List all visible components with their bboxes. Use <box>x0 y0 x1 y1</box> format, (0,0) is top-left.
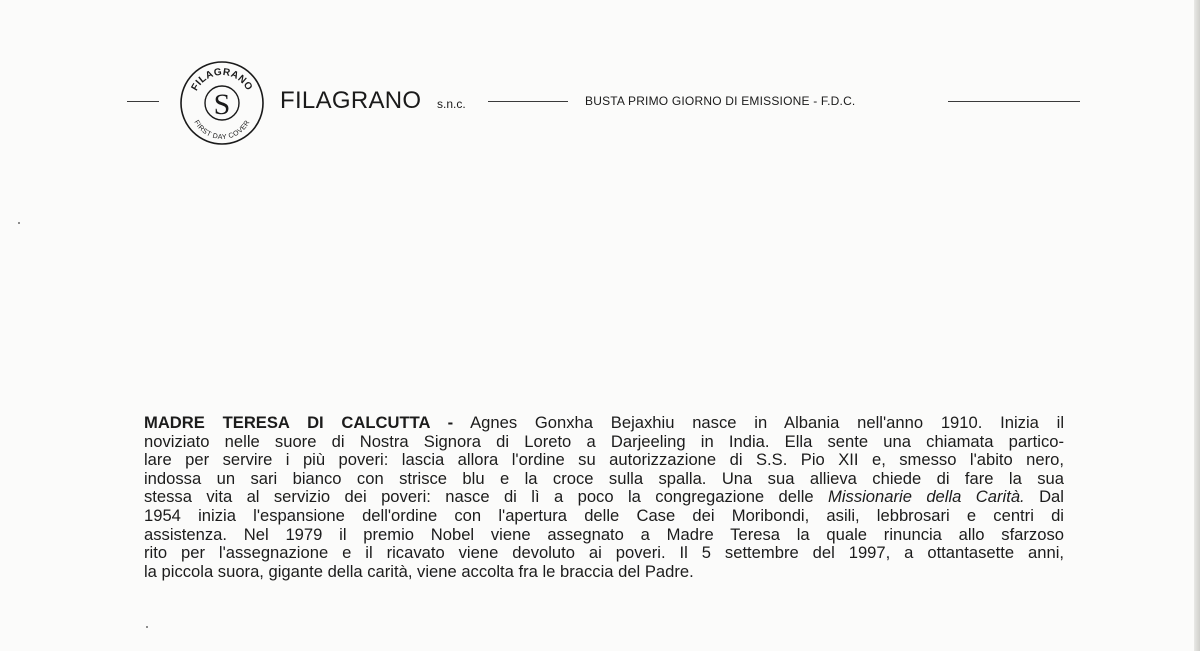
bio-line: noviziato nelle suore di Nostra Signora di Loreto a Darjeeling in India. Ella sente una chiamata partico- <box>144 431 1064 451</box>
seal-ring-top-text: FILAGRANO <box>189 66 255 93</box>
bio-line: lare per servire i più poveri: lascia allora l'ordine su autorizzazione di S.S. Pio XII e, smesso l'abito nero, <box>144 450 1064 470</box>
first-day-cover-tagline: BUSTA PRIMO GIORNO DI EMISSIONE - F.D.C. <box>585 94 856 108</box>
bio-line: assistenza. Nel 1979 il premio Nobel viene assegnato a Madre Teresa la quale rinuncia allo sfarzoso <box>144 524 1064 544</box>
seal-center-letter: S <box>213 88 231 121</box>
header-rule-right <box>948 101 1080 102</box>
paper-speck <box>18 222 20 224</box>
brand-suffix: s.n.c. <box>437 97 466 111</box>
paper-speck <box>146 626 148 628</box>
biography-paragraph <box>144 414 1064 581</box>
bio-title: MADRE TERESA DI CALCUTTA - <box>144 413 454 432</box>
bio-line: la piccola suora, gigante della carità, viene accolta fra le braccia del Padre. <box>144 561 694 581</box>
envelope-header <box>0 0 1200 200</box>
header-rule-left <box>127 101 159 102</box>
seal-ring-bottom-text: FIRST DAY COVER <box>192 119 252 142</box>
header-rule-middle <box>488 101 568 102</box>
bio-line: indossa un sari bianco con strisce blu e la croce sulla spalla. Una sua allieva chiede di fare la sua <box>144 468 1064 488</box>
brand-name: FILAGRANO <box>280 87 422 114</box>
bio-line: rito per l'assegnazione e il ricavato viene devoluto ai poveri. Il 5 settembre del 1997, a ottantasette anni, <box>144 543 1064 563</box>
congregation-name: Missionarie della Carità. <box>828 487 1025 507</box>
bio-line: 1954 inizia l'espansione dell'ordine con l'apertura delle Case dei Moribondi, asili, lebbrosari e centri di <box>144 505 1064 525</box>
bio-line: MADRE TERESA DI CALCUTTA - Agnes Gonxha Bejaxhiu nasce in Albania nell'anno 1910. Inizia il <box>144 413 1065 432</box>
filagrano-seal-logo <box>177 58 267 148</box>
bio-line: stessa vita al servizio dei poveri: nasce di lì a poco la congregazione delle Missionarie della Carità. Dal <box>144 487 1064 507</box>
